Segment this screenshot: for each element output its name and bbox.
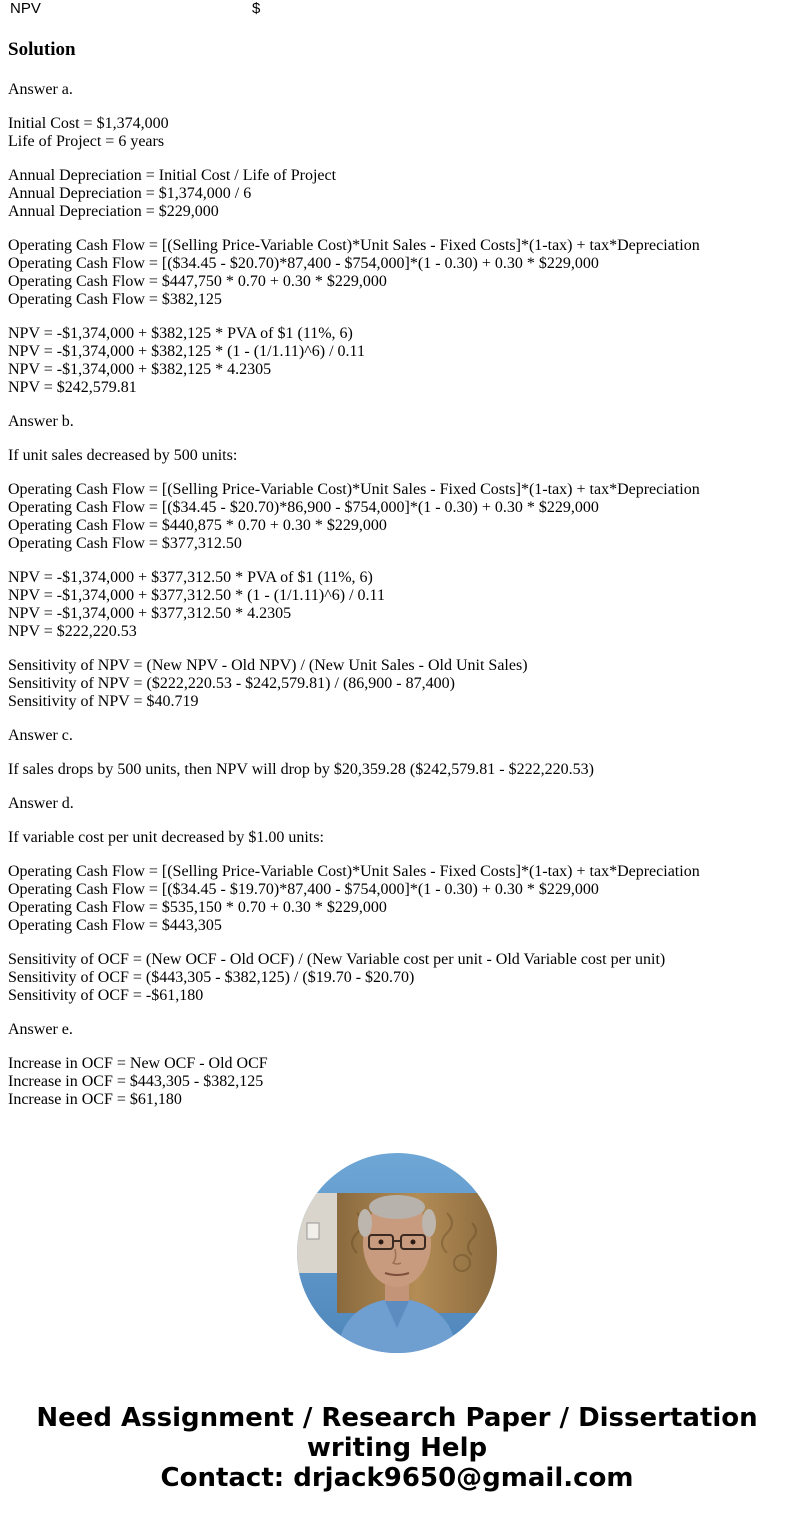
solution-paragraph: [8, 761, 788, 779]
footer-line-2: writing Help: [306, 1433, 488, 1463]
solution-line: Operating Cash Flow = [(Selling Price-Variable Cost)*Unit Sales - Fixed Costs]*(1-tax) + tax*Depreciation: [8, 863, 700, 880]
solution-line: If sales drops by 500 units, then NPV will drop by $20,359.28 ($242,579.81 - $222,220.53): [8, 761, 594, 778]
solution-paragraph: [8, 413, 788, 431]
solution-line: If unit sales decreased by 500 units:: [8, 447, 238, 464]
solution-line: Operating Cash Flow = [(Selling Price-Variable Cost)*Unit Sales - Fixed Costs]*(1-tax) + tax*Depreciation: [8, 237, 700, 254]
solution-line: Sensitivity of OCF = ($443,305 - $382,125) / ($19.70 - $20.70): [8, 969, 415, 986]
solution-paragraph: [8, 325, 788, 397]
solution-heading: Solution: [8, 39, 76, 60]
promo-footer: [0, 1403, 794, 1493]
solution-paragraph: [8, 951, 788, 1005]
solution-line: Answer a.: [8, 81, 73, 98]
solution-line: Operating Cash Flow = [(Selling Price-Variable Cost)*Unit Sales - Fixed Costs]*(1-tax) + tax*Depreciation: [8, 481, 700, 498]
solution-paragraph: [8, 481, 788, 553]
solution-paragraph: [8, 167, 788, 221]
solution-line: NPV = $222,220.53: [8, 623, 137, 640]
solution-line: Increase in OCF = New OCF - Old OCF: [8, 1055, 268, 1072]
solution-line: Operating Cash Flow = [($34.45 - $20.70)*87,400 - $754,000]*(1 - 0.30) + 0.30 * $229,000: [8, 255, 599, 272]
solution-line: NPV = -$1,374,000 + $377,312.50 * (1 - (1/1.11)^6) / 0.11: [8, 587, 385, 604]
solution-line: Answer d.: [8, 795, 74, 812]
solution-line: NPV = -$1,374,000 + $382,125 * PVA of $1 (11%, 6): [8, 325, 353, 342]
solution-body: [8, 81, 788, 1109]
solution-line: Annual Depreciation = $229,000: [8, 203, 219, 220]
solution-paragraph: [8, 795, 788, 813]
solution-line: Life of Project = 6 years: [8, 133, 165, 150]
solution-line: Operating Cash Flow = $447,750 * 0.70 + 0.30 * $229,000: [8, 273, 387, 290]
solution-paragraph: [8, 569, 788, 641]
solution-line: Answer e.: [8, 1021, 73, 1038]
solution-line: Annual Depreciation = Initial Cost / Life of Project: [8, 167, 337, 184]
solution-paragraph: [8, 237, 788, 309]
solution-line: Sensitivity of NPV = $40.719: [8, 693, 199, 710]
footer-contact: Contact: drjack9650@gmail.com: [160, 1463, 634, 1493]
solution-line: Sensitivity of OCF = (New OCF - Old OCF) / (New Variable cost per unit - Old Variable cost per unit): [8, 951, 666, 968]
solution-paragraph: [8, 115, 788, 151]
solution-line: Increase in OCF = $61,180: [8, 1091, 182, 1108]
footer-line-1: Need Assignment / Research Paper / Dissertation: [36, 1403, 758, 1433]
solution-line: NPV = $242,579.81: [8, 379, 137, 396]
solution-line: Answer b.: [8, 413, 74, 430]
npv-value: $: [252, 0, 261, 17]
solution-line: If variable cost per unit decreased by $1.00 units:: [8, 829, 324, 846]
solution-paragraph: [8, 1021, 788, 1039]
solution-line: Annual Depreciation = $1,374,000 / 6: [8, 185, 252, 202]
solution-content: [8, 39, 788, 1125]
solution-line: NPV = -$1,374,000 + $382,125 * 4.2305: [8, 361, 272, 378]
solution-line: Initial Cost = $1,374,000: [8, 115, 169, 132]
solution-line: Sensitivity of NPV = (New NPV - Old NPV) / (New Unit Sales - Old Unit Sales): [8, 657, 528, 674]
solution-line: Sensitivity of OCF = -$61,180: [8, 987, 204, 1004]
solution-paragraph: [8, 657, 788, 711]
author-avatar: [297, 1153, 497, 1353]
solution-line: Answer c.: [8, 727, 73, 744]
solution-paragraph: [8, 447, 788, 465]
solution-line: Sensitivity of NPV = ($222,220.53 - $242,579.81) / (86,900 - 87,400): [8, 675, 455, 692]
solution-line: Operating Cash Flow = $440,875 * 0.70 + 0.30 * $229,000: [8, 517, 387, 534]
solution-line: Operating Cash Flow = $443,305: [8, 917, 222, 934]
npv-table-row: [10, 0, 410, 18]
solution-line: NPV = -$1,374,000 + $377,312.50 * 4.2305: [8, 605, 292, 622]
solution-line: NPV = -$1,374,000 + $377,312.50 * PVA of $1 (11%, 6): [8, 569, 373, 586]
solution-paragraph: [8, 727, 788, 745]
solution-line: Operating Cash Flow = [($34.45 - $19.70)*87,400 - $754,000]*(1 - 0.30) + 0.30 * $229,000: [8, 881, 599, 898]
solution-line: Operating Cash Flow = [($34.45 - $20.70)*86,900 - $754,000]*(1 - 0.30) + 0.30 * $229,000: [8, 499, 599, 516]
solution-line: Operating Cash Flow = $535,150 * 0.70 + 0.30 * $229,000: [8, 899, 387, 916]
solution-line: NPV = -$1,374,000 + $382,125 * (1 - (1/1.11)^6) / 0.11: [8, 343, 365, 360]
solution-paragraph: [8, 829, 788, 847]
solution-paragraph: [8, 1055, 788, 1109]
solution-paragraph: [8, 863, 788, 935]
author-photo: [297, 1153, 497, 1353]
solution-line: Operating Cash Flow = $382,125: [8, 291, 222, 308]
solution-line: Operating Cash Flow = $377,312.50: [8, 535, 242, 552]
npv-label: NPV: [10, 0, 41, 17]
solution-paragraph: [8, 81, 788, 99]
solution-line: Increase in OCF = $443,305 - $382,125: [8, 1073, 264, 1090]
